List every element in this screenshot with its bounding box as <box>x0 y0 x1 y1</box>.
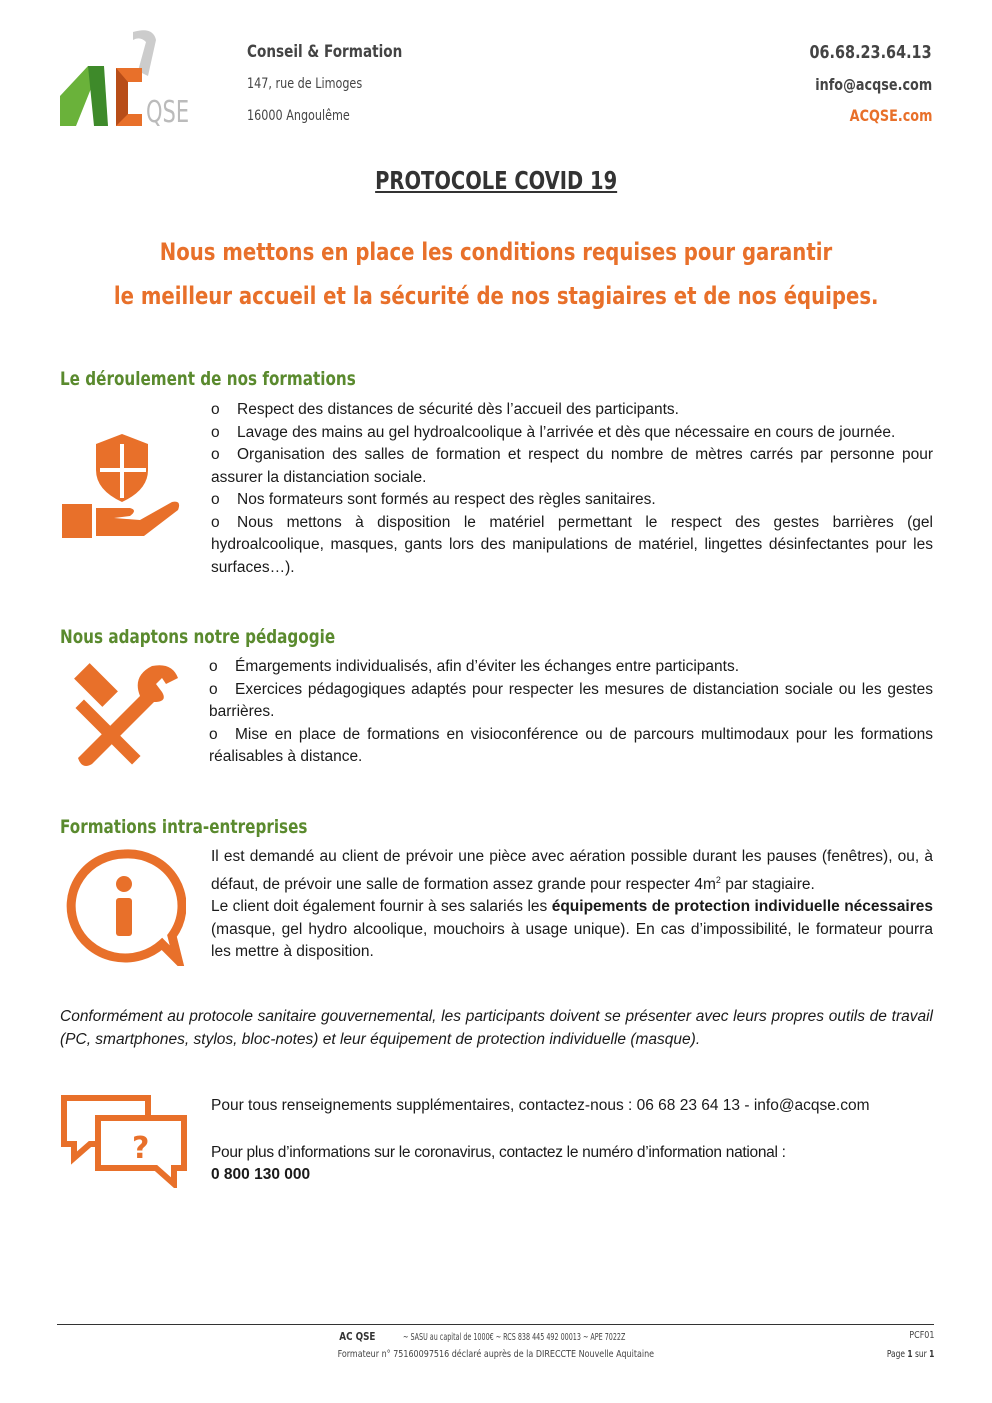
shield-hand-icon <box>60 432 185 549</box>
national-number: 0 800 130 000 <box>211 1166 311 1183</box>
list-item: o Organisation des salles de formation et respect du nombre de mètres carrés par personne pour assurer la distanciation sociale. <box>211 446 933 486</box>
company-tagline: Conseil & Formation <box>247 42 403 62</box>
page-title: PROTOCOLE COVID 19 <box>374 166 618 195</box>
hammer-wrench-icon <box>72 662 182 775</box>
section-formations-list <box>211 399 933 579</box>
acqse-logo <box>58 26 200 130</box>
header-website[interactable]: ACQSE.com <box>849 106 932 125</box>
section-pedagogie-list <box>209 656 933 769</box>
section-heading-pedagogie: Nous adaptons notre pédagogie <box>60 626 336 648</box>
intro-line-2: le meilleur accueil et la sécurité de nos stagiaires et de nos équipes. <box>113 282 879 310</box>
list-item: o Nos formateurs sont formés au respect des règles sanitaires. <box>211 491 656 508</box>
list-item: o Exercices pédagogiques adaptés pour respecter les mesures de distanciation sociale ou les gestes barrières. <box>209 680 933 720</box>
contact-info: Pour tous renseignements supplémentaires, contactez-nous : 06 68 23 64 13 - info@acqse.com <box>211 1097 870 1114</box>
list-item: o Émargements individualisés, afin d’éviter les échanges entre participants. <box>209 658 740 675</box>
doc-ref: PCF01 <box>908 1330 934 1341</box>
header-phone: 06.68.23.64.13 <box>809 42 932 63</box>
header-email[interactable]: info@acqse.com <box>815 75 932 94</box>
footer-divider <box>57 1324 934 1325</box>
intro-line-1: Nous mettons en place les conditions requises pour garantir <box>159 238 833 266</box>
question-bubbles-icon <box>60 1094 190 1193</box>
footer-legal: AC QSE ~ SASU au capital de 1000€ ~ RCS 838 445 492 00013 ~ APE 7022Z <box>338 1330 626 1343</box>
page-number: Page 1 sur 1 <box>886 1349 934 1360</box>
protocol-note: Conformément au protocole sanitaire gouvernemental, les participants doivent se présenter avec leurs propres outils de travail (PC, smartphones, stylos, bloc-notes) et leur équipement de protection individuelle (masque). <box>60 1008 933 1048</box>
section-heading-intra: Formations intra-entreprises <box>60 816 308 838</box>
company-street: 147, rue de Limoges <box>247 76 363 92</box>
company-city: 16000 Angoulême <box>247 108 350 124</box>
list-item: o Nous mettons à disposition le matériel permettant le respect des gestes barrières (gel hydroalcoolique, masques, gants lors des manipulations de matériel, lingettes désinfectantes pour les surfaces…). <box>211 513 933 576</box>
list-item: o Mise en place de formations en visioconférence ou de parcours multimodaux pour les formations réalisables à distance. <box>209 725 933 765</box>
svg-text:QSE: QSE <box>146 95 190 130</box>
list-item: o Respect des distances de sécurité dès l’accueil des participants. <box>211 401 679 418</box>
list-item: o Lavage des mains au gel hydroalcoolique à l’arrivée et dès que nécessaire en cours de journée. <box>211 423 896 441</box>
info-bubble-icon <box>62 848 186 971</box>
svg-text:?: ? <box>132 1131 150 1166</box>
footer-registration: Formateur n° 75160097516 déclaré auprès de la DIRECCTE Nouvelle Aquitaine <box>337 1349 655 1360</box>
section-heading-formations: Le déroulement de nos formations <box>60 368 356 390</box>
coronavirus-info: Pour plus d’informations sur le coronavirus, contactez le numéro d’information national : <box>211 1144 786 1161</box>
section-intra-text: Il est demandé au client de prévoir une pièce avec aération possible durant les pauses (fenêtres), ou, à défaut, de prévoir une salle de formation assez grande pour respecter $4m^2$ par stagiaire. Le client doit également fournir à ses salariés les équipements de protection individuelle nécessaires (masque, gel hydro alcoolique, mouchoirs à usage unique). En cas d’impossibilité, le formateur pourra les mettre à disposition. <box>211 848 933 961</box>
